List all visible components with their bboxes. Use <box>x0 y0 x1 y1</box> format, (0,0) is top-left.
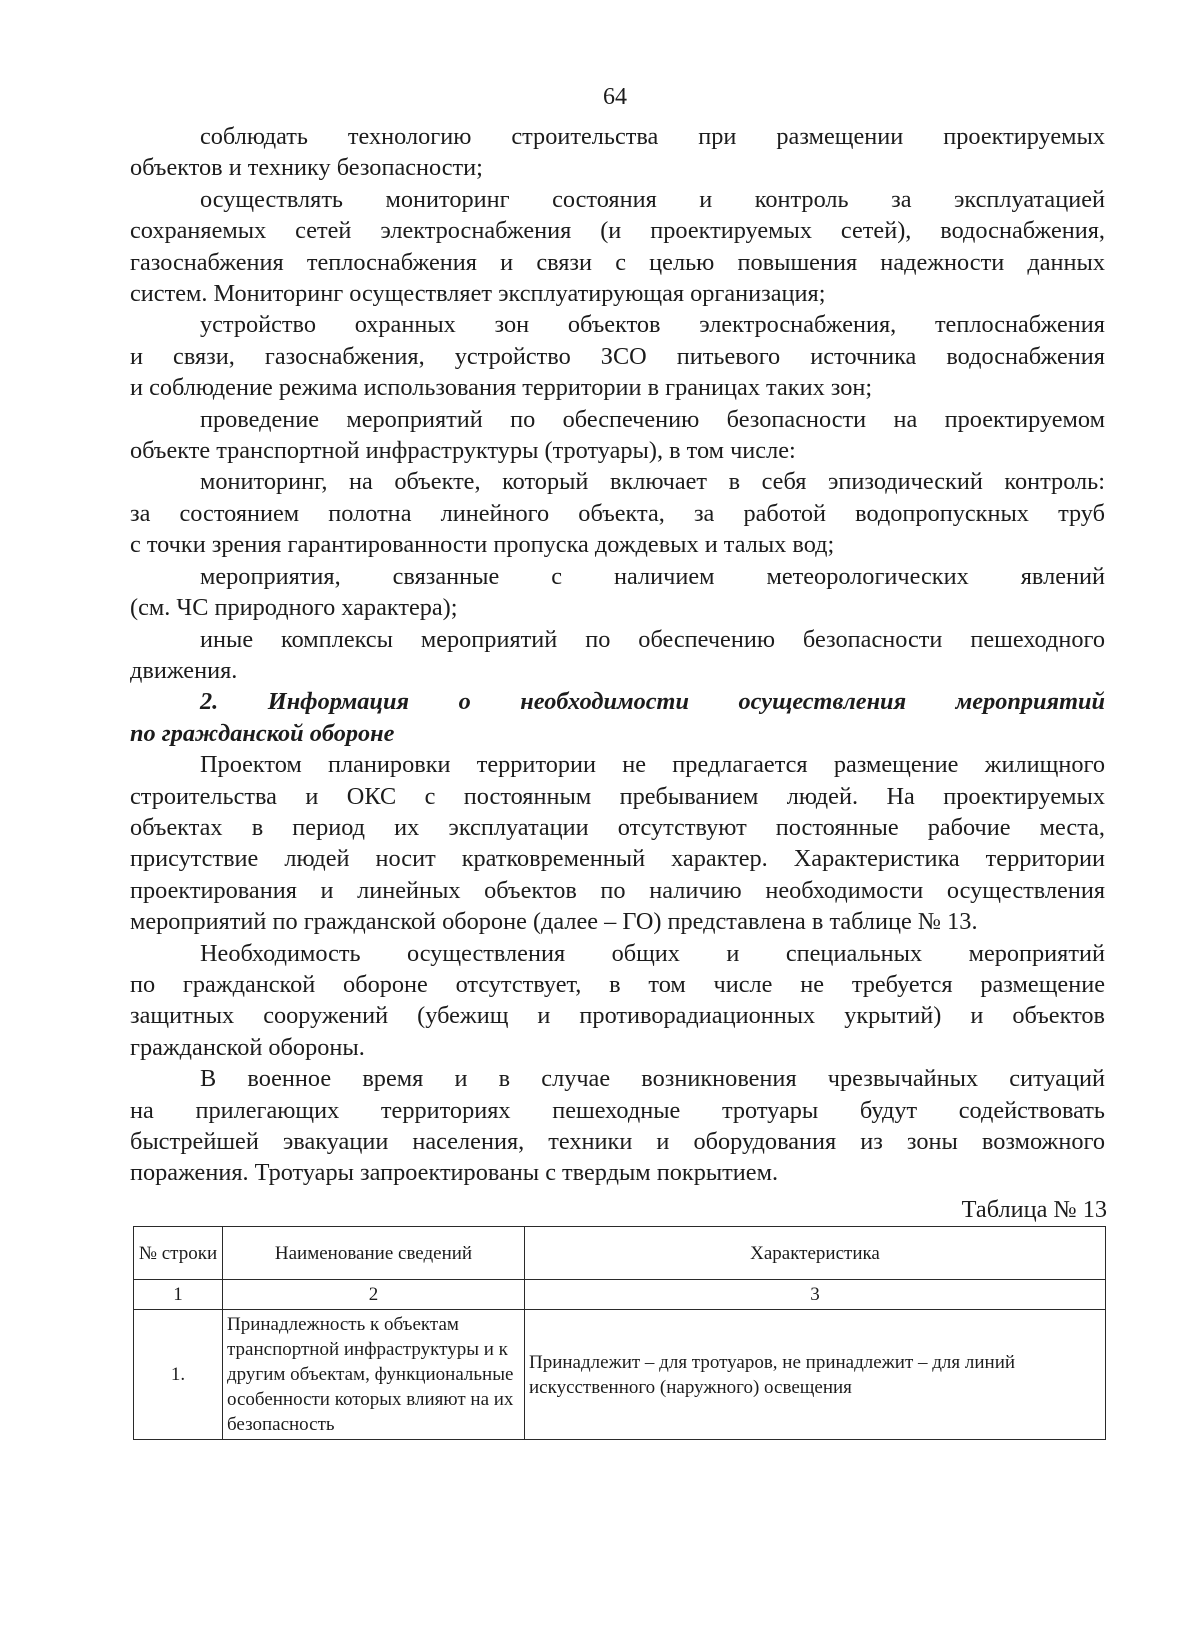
text-line: газоснабжения теплоснабжения и связи с целью повышения надежности данных <box>130 248 1105 276</box>
heading-line: по гражданской обороне <box>130 719 395 747</box>
paragraph <box>130 749 1105 937</box>
row-number-cell: 1. <box>134 1310 223 1440</box>
document-body <box>130 121 1105 1189</box>
text-line: движения. <box>130 656 238 684</box>
section-heading <box>130 686 1105 749</box>
list-item <box>130 624 1105 687</box>
text-line: (см. ЧС природного характера); <box>130 594 458 622</box>
text-line: проектирования и линейных объектов по наличию необходимости осуществления <box>130 876 1105 904</box>
table-caption: Таблица № 13 <box>961 1196 1107 1223</box>
text-line: присутствие людей носит кратковременный характер. Характеристика территории <box>130 845 1105 873</box>
table-row <box>134 1310 1106 1440</box>
page-number: 64 <box>603 84 627 110</box>
text-line: быстрейшей эвакуации населения, техники и оборудования из зоны возможного <box>130 1128 1105 1155</box>
text-line: за состоянием полотна линейного объекта, за работой водопропускных труб <box>130 499 1105 527</box>
text-line: и связи, газоснабжения, устройство ЗСО питьевого источника водоснабжения <box>130 342 1105 370</box>
text-line: мониторинг, на объекте, который включает в себя эпизодический контроль: <box>200 468 1105 496</box>
text-line: объекте транспортной инфраструктуры (тротуары), в том числе: <box>130 437 796 465</box>
text-line: устройство охранных зон объектов электроснабжения, теплоснабжения <box>200 311 1105 339</box>
column-header: Наименование сведений <box>223 1227 525 1280</box>
list-item <box>130 404 1105 467</box>
list-item <box>130 121 1105 184</box>
text-line: и соблюдение режима использования территории в границах таких зон; <box>130 374 873 402</box>
row-value-cell: Принадлежит – для тротуаров, не принадлежит – для линий искусственного (наружного) освещения <box>525 1310 1106 1440</box>
row-name-cell: Принадлежность к объектам транспортной инфраструктуры и к другим объектам, функциональные особенности которых влияют на их безопасность <box>223 1310 525 1440</box>
text-line: проведение мероприятий по обеспечению безопасности на проектируемом <box>200 405 1105 433</box>
column-number: 3 <box>525 1280 1106 1310</box>
column-number: 2 <box>223 1280 525 1310</box>
text-line: на прилегающих территориях пешеходные тротуары будут содействовать <box>130 1096 1105 1124</box>
column-header: № строки <box>134 1227 223 1280</box>
text-line: объектов и технику безопасности; <box>130 154 483 182</box>
text-line: с точки зрения гарантированности пропуска дождевых и талых вод; <box>130 531 835 559</box>
text-line: мероприятия, связанные с наличием метеорологических явлений <box>200 562 1105 590</box>
text-line: защитных сооружений (убежищ и противорадиационных укрытий) и объектов <box>130 1002 1105 1030</box>
list-item <box>130 184 1105 310</box>
text-line: систем. Мониторинг осуществляет эксплуатирующая организация; <box>130 280 826 308</box>
paragraph <box>130 1063 1105 1189</box>
column-header: Характеристика <box>525 1227 1106 1280</box>
text-line: В военное время и в случае возникновения чрезвычайных ситуаций <box>200 1065 1105 1093</box>
text-line: по гражданской обороне отсутствует, в том числе не требуется размещение <box>130 970 1105 998</box>
text-line: Проектом планировки территории не предлагается размещение жилищного <box>200 751 1105 779</box>
list-item <box>130 561 1105 624</box>
heading-line: 2. Информация о необходимости осуществления мероприятий <box>200 688 1105 716</box>
text-line: соблюдать технологию строительства при размещении проектируемых <box>200 123 1105 150</box>
table-header-row <box>134 1227 1106 1280</box>
list-item <box>130 466 1105 560</box>
text-line: мероприятий по гражданской обороне (далее – ГО) представлена в таблице № 13. <box>130 908 978 936</box>
list-item <box>130 309 1105 403</box>
text-line: осуществлять мониторинг состояния и контроль за эксплуатацией <box>200 185 1105 213</box>
text-line: Необходимость осуществления общих и специальных мероприятий <box>200 939 1105 967</box>
text-line: иные комплексы мероприятий по обеспечению безопасности пешеходного <box>200 625 1105 653</box>
text-line: поражения. Тротуары запроектированы с твердым покрытием. <box>130 1159 779 1187</box>
paragraph <box>130 938 1105 1064</box>
text-line: объектах в период их эксплуатации отсутствуют постоянные рабочие места, <box>130 813 1105 841</box>
text-line: гражданской обороны. <box>130 1033 365 1061</box>
text-line: сохраняемых сетей электроснабжения (и проектируемых сетей), водоснабжения, <box>130 217 1105 245</box>
info-table <box>133 1226 1106 1440</box>
text-line: строительства и ОКС с постоянным пребыванием людей. На проектируемых <box>130 782 1105 810</box>
column-number-row <box>134 1280 1106 1310</box>
column-number: 1 <box>134 1280 223 1310</box>
